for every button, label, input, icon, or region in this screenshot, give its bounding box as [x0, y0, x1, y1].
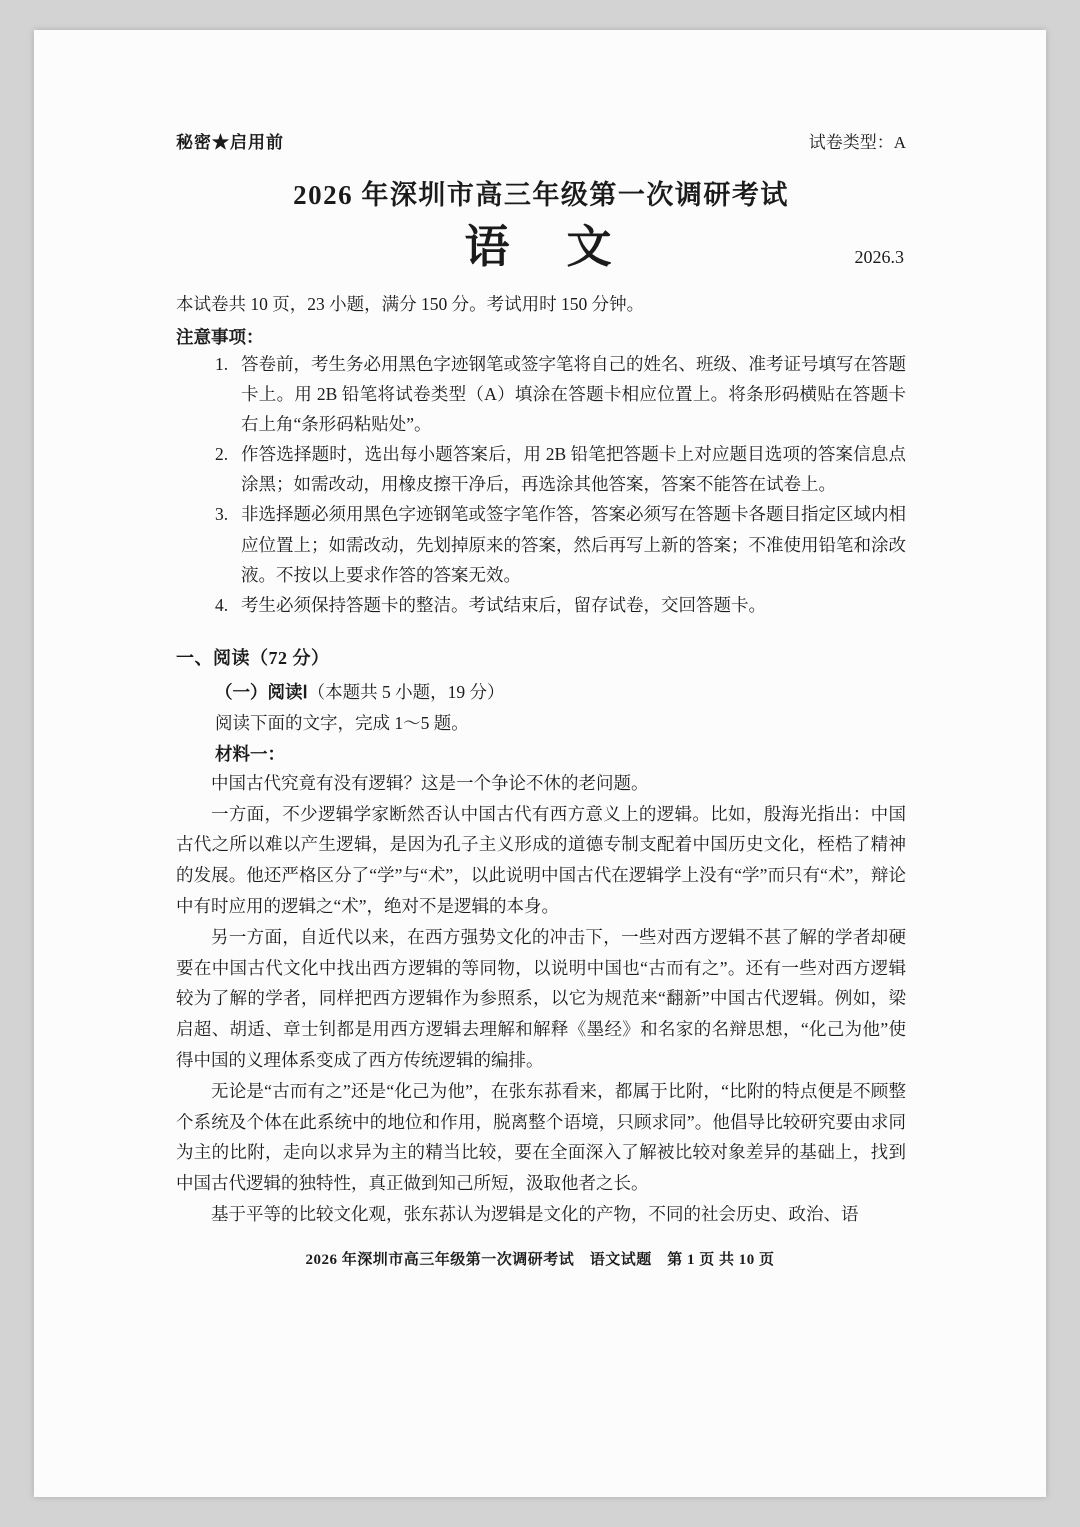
subject-title: 语 文	[464, 222, 618, 272]
reading-instruction: 阅读下面的文字，完成 1～5 题。	[215, 712, 469, 733]
notice-text: 答卷前，考生务必用黑色字迹钢笔或签字笔将自己的姓名、班级、准考证号填写在答题卡上。用 2B 铅笔将试卷类型（A）填涂在答题卡相应位置上。将条形码横贴在答题卡右上角“条形码粘贴处”。	[241, 354, 906, 435]
passage-paragraph: 无论是“古而有之”还是“化己为他”，在张东荪看来，都属于比附，“比附的特点便是不顾整个系统及个体在此系统中的地位和作用，脱离整个语境，只顾求同”。他倡导比较研究要由求同为主的比附，走向以求异为主的精当比较，要在全面深入了解被比较对象差异的基础上，找到中国古代逻辑的独特性，真正做到知己所短，汲取他者之长。	[176, 1080, 906, 1194]
page-header	[176, 128, 906, 153]
notice-list	[215, 349, 906, 620]
subsection-title-rest: （本题共 5 小题，19 分）	[307, 681, 505, 702]
passage-paragraph: 中国古代究竟有没有逻辑？这是一个争论不休的老问题。	[211, 772, 649, 793]
exam-info-line: 本试卷共 10 页，23 小题，满分 150 分。考试用时 150 分钟。	[176, 294, 645, 314]
notice-number: 4.	[215, 594, 229, 615]
notice-heading: 注意事项：	[176, 327, 264, 347]
subsection-title-reading-1	[215, 679, 906, 704]
passage-paragraph: 另一方面，自近代以来，在西方强势文化的冲击下，一些对西方逻辑不甚了解的学者却硬要在中国古代文化中找出西方逻辑的等同物，以说明中国也“古而有之”。还有一些对西方逻辑较为了解的学者，同样把西方逻辑作为参照系，以它为规范来“翻新”中国古代逻辑。例如，梁启超、胡适、章士钊都是用西方逻辑去理解和解释《墨经》和名家的名辩思想，“化己为他”使得中国的义理体系变成了西方传统逻辑的编排。	[176, 926, 906, 1071]
page-footer: 2026 年深圳市高三年级第一次调研考试 语文试题 第 1 页 共 10 页	[305, 1252, 775, 1268]
notice-number: 2.	[215, 444, 229, 465]
exam-paper-page	[34, 30, 1046, 1497]
notice-item	[215, 349, 906, 439]
reading-passage	[176, 768, 906, 1230]
notice-number: 3.	[215, 504, 229, 525]
notice-item	[215, 499, 906, 589]
paper-type-label: 试卷类型：A	[808, 133, 906, 152]
notice-text: 作答选择题时，选出每小题答案后，用 2B 铅笔把答题卡上对应题目选项的答案信息点涂黑；如需改动，用橡皮擦干净后，再选涂其他答案，答案不能答在试卷上。	[241, 444, 906, 495]
material-one-label: 材料一：	[215, 743, 285, 764]
exam-title: 2026 年深圳市高三年级第一次调研考试	[293, 180, 789, 210]
confidential-label: 秘密★启用前	[176, 133, 284, 152]
page-content	[34, 30, 1046, 1230]
subject-row	[176, 216, 906, 278]
notice-text: 非选择题必须用黑色字迹钢笔或签字笔作答，答案必须写在答题卡各题目指定区域内相应位置上；如需改动，先划掉原来的答案，然后再写上新的答案；不准使用铅笔和涂改液。不按以上要求作答的答案无效。	[241, 504, 906, 585]
notice-item	[215, 439, 906, 499]
passage-paragraph: 一方面，不少逻辑学家断然否认中国古代有西方意义上的逻辑。比如，殷海光指出：中国古代之所以难以产生逻辑，是因为孔子主义形成的道德专制支配着中国历史文化，桎梏了精神的发展。他还严格区分了“学”与“术”，以此说明中国古代在逻辑学上没有“学”而只有“术”，辩论中有时应用的逻辑之“术”，绝对不是逻辑的本身。	[176, 803, 906, 917]
exam-date: 2026.3	[854, 247, 904, 267]
section-title-reading: 一、阅读（72 分）	[176, 647, 330, 668]
subsection-title-bold: （一）阅读Ⅰ	[215, 681, 308, 702]
notice-number: 1.	[215, 354, 229, 374]
notice-text: 考生必须保持答题卡的整洁。考试结束后，留存试卷，交回答题卡。	[241, 594, 766, 615]
passage-paragraph: 基于平等的比较文化观，张东荪认为逻辑是文化的产物，不同的社会历史、政治、语	[211, 1204, 859, 1224]
notice-item	[215, 590, 906, 620]
